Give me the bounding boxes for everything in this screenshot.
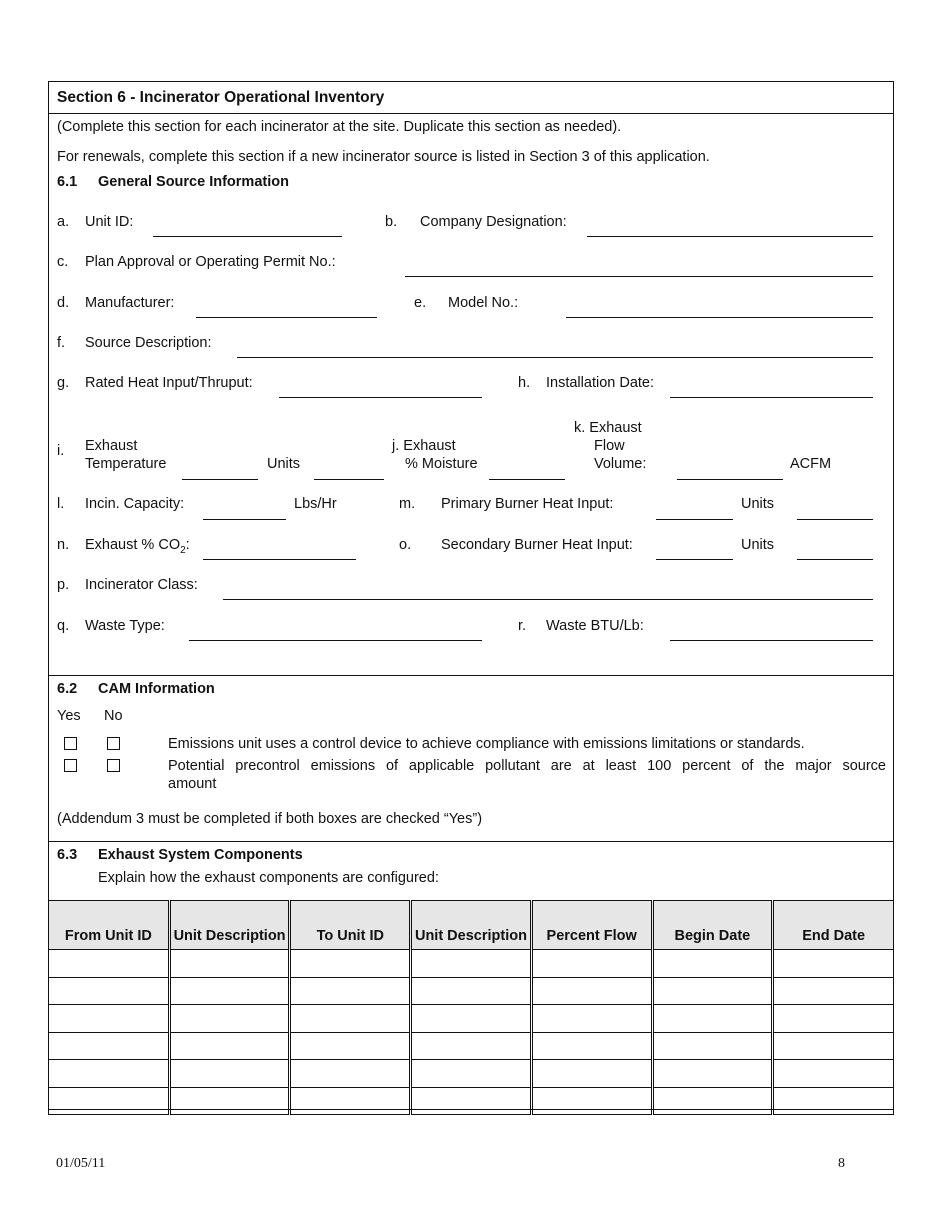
table-cell[interactable]: [169, 950, 290, 978]
exhaust-moisture-label: j. Exhaust: [392, 438, 456, 454]
table-cell[interactable]: [773, 1005, 894, 1033]
primary-burner-units-field[interactable]: [797, 503, 873, 520]
exhaust-flow-volume-label: Flow: [594, 438, 625, 454]
exhaust-flow-volume-label: Volume:: [594, 456, 647, 472]
column-header: Unit Description: [169, 901, 290, 950]
exhaust-components-table: [48, 900, 894, 1115]
unit-id-label: Unit ID:: [85, 214, 134, 230]
field-letter: c.: [57, 254, 69, 270]
table-cell[interactable]: [531, 1087, 652, 1115]
table-cell[interactable]: [652, 1005, 773, 1033]
exhaust-subheading: Explain how the exhaust components are configured:: [98, 870, 439, 886]
table-cell[interactable]: [652, 977, 773, 1005]
waste-type-label: Waste Type:: [85, 618, 165, 634]
units-label: Units: [267, 456, 301, 472]
unit-id-field[interactable]: [153, 220, 342, 237]
field-letter: h.: [518, 375, 531, 391]
table-cell[interactable]: [652, 950, 773, 978]
model-number-label: Model No.:: [448, 295, 519, 311]
table-cell[interactable]: [411, 1032, 532, 1060]
no-column-label: No: [104, 708, 123, 724]
exhaust-co2-label: Exhaust % $CO_2$:: [85, 537, 190, 556]
field-letter: a.: [57, 214, 70, 230]
table-cell[interactable]: [49, 1032, 170, 1060]
field-letter: p.: [57, 577, 70, 593]
table-cell[interactable]: [531, 977, 652, 1005]
table-cell[interactable]: [290, 1005, 411, 1033]
incin-capacity-label: Incin. Capacity:: [85, 496, 185, 512]
field-letter: m.: [399, 496, 416, 512]
page-number: 8: [838, 1156, 845, 1171]
table-cell[interactable]: [411, 1060, 532, 1088]
model-number-field[interactable]: [566, 301, 873, 318]
exhaust-moisture-field[interactable]: [489, 463, 565, 480]
exhaust-temperature-label: Exhaust: [85, 438, 138, 454]
table-cell[interactable]: [652, 1060, 773, 1088]
table-cell[interactable]: [773, 977, 894, 1005]
table-cell[interactable]: [290, 1060, 411, 1088]
table-cell[interactable]: [411, 1087, 532, 1115]
table-cell[interactable]: [652, 1032, 773, 1060]
field-letter: f.: [57, 335, 66, 351]
subsection-number: 6.2: [57, 681, 78, 697]
table-cell[interactable]: [773, 1032, 894, 1060]
exhaust-flow-volume-label: k. Exhaust: [574, 420, 642, 436]
subsection-heading: CAM Information: [98, 681, 215, 697]
table-cell[interactable]: [290, 1087, 411, 1115]
table-cell[interactable]: [411, 1005, 532, 1033]
field-letter: l.: [57, 496, 65, 512]
instruction-text: (Complete this section for each incinerator at the site. Duplicate this section as needed).: [57, 119, 622, 135]
secondary-burner-field[interactable]: [656, 543, 733, 560]
column-header: From Unit ID: [49, 901, 170, 950]
table-cell[interactable]: [49, 977, 170, 1005]
exhaust-temperature-field[interactable]: [182, 463, 258, 480]
installation-date-field[interactable]: [670, 381, 873, 398]
exhaust-moisture-label: % Moisture: [405, 456, 478, 472]
table-cell[interactable]: [773, 1087, 894, 1115]
primary-burner-label: Primary Burner Heat Input:: [441, 496, 614, 512]
table-cell[interactable]: [49, 1005, 170, 1033]
column-header: Percent Flow: [531, 901, 652, 950]
field-letter: o.: [399, 537, 412, 553]
source-description-field[interactable]: [237, 341, 873, 358]
lbs-hr-unit-label: Lbs/Hr: [294, 496, 337, 512]
table-cell[interactable]: [411, 950, 532, 978]
table-cell[interactable]: [169, 1060, 290, 1088]
exhaust-temperature-units-field[interactable]: [314, 463, 384, 480]
table-row: [49, 1060, 894, 1088]
table-cell[interactable]: [49, 950, 170, 978]
table-header-row: [49, 901, 894, 950]
rated-heat-input-label: Rated Heat Input/Thruput:: [85, 375, 253, 391]
company-designation-field[interactable]: [587, 220, 873, 237]
secondary-burner-units-field[interactable]: [797, 543, 873, 560]
exhaust-co2-field[interactable]: [203, 543, 356, 560]
field-letter: n.: [57, 537, 70, 553]
column-header: End Date: [773, 901, 894, 950]
units-label: Units: [741, 537, 775, 553]
divider: [48, 675, 894, 676]
field-letter: r.: [518, 618, 527, 634]
cam-q2-yes-checkbox[interactable]: [64, 759, 77, 772]
table-cell[interactable]: [169, 1087, 290, 1115]
cam-q1-yes-checkbox[interactable]: [64, 737, 77, 750]
table-row: [49, 950, 894, 978]
subsection-number: 6.1: [57, 174, 78, 190]
table-row: [49, 1087, 894, 1115]
table-cell[interactable]: [531, 1032, 652, 1060]
field-letter: d.: [57, 295, 70, 311]
column-header: Unit Description: [411, 901, 532, 950]
cam-q2-no-checkbox[interactable]: [107, 759, 120, 772]
table-cell[interactable]: [290, 1032, 411, 1060]
secondary-burner-label: Secondary Burner Heat Input:: [441, 537, 633, 553]
table-cell[interactable]: [290, 977, 411, 1005]
cam-question-precontrol-emissions-cont: amount: [168, 776, 217, 792]
table-row: [49, 1005, 894, 1033]
incinerator-class-label: Incinerator Class:: [85, 577, 198, 593]
table-cell[interactable]: [49, 1087, 170, 1115]
column-header: Begin Date: [652, 901, 773, 950]
table-cell[interactable]: [169, 1032, 290, 1060]
acfm-unit-label: ACFM: [790, 456, 832, 472]
units-label: Units: [741, 496, 775, 512]
table-cell[interactable]: [773, 1060, 894, 1088]
instruction-text: For renewals, complete this section if a new incinerator source is listed in Section 3 of this application.: [57, 149, 710, 165]
incinerator-class-field[interactable]: [223, 583, 873, 600]
cam-question-precontrol-emissions: Potential precontrol emissions of applicable pollutant are at least 100 percent of the major source: [168, 758, 886, 774]
field-letter: q.: [57, 618, 70, 634]
yes-column-label: Yes: [57, 708, 81, 724]
field-letter: b.: [385, 214, 398, 230]
table-cell[interactable]: [773, 950, 894, 978]
table-cell[interactable]: [49, 1060, 170, 1088]
divider: [48, 841, 894, 842]
table-cell[interactable]: [411, 977, 532, 1005]
column-header: To Unit ID: [290, 901, 411, 950]
table-cell[interactable]: [531, 950, 652, 978]
table-row: [49, 1032, 894, 1060]
table-cell[interactable]: [290, 950, 411, 978]
cam-question-control-device: Emissions unit uses a control device to achieve compliance with emissions limitations or standards.: [168, 736, 805, 752]
source-description-label: Source Description:: [85, 335, 212, 351]
waste-type-field[interactable]: [189, 624, 482, 641]
divider: [48, 113, 894, 114]
field-letter: i.: [57, 443, 65, 459]
exhaust-temperature-label: Temperature: [85, 456, 167, 472]
table-cell[interactable]: [652, 1087, 773, 1115]
field-letter: g.: [57, 375, 70, 391]
table-cell[interactable]: [169, 977, 290, 1005]
field-letter: e.: [414, 295, 427, 311]
table-cell[interactable]: [531, 1060, 652, 1088]
footer-date: 01/05/11: [56, 1156, 106, 1171]
company-designation-label: Company Designation:: [420, 214, 567, 230]
permit-number-label: Plan Approval or Operating Permit No.:: [85, 254, 336, 270]
table-row: [49, 977, 894, 1005]
rated-heat-input-field[interactable]: [279, 381, 482, 398]
subsection-number: 6.3: [57, 847, 78, 863]
section-title: Section 6 - Incinerator Operational Inventory: [57, 89, 385, 106]
manufacturer-label: Manufacturer:: [85, 295, 175, 311]
waste-btu-field[interactable]: [670, 624, 873, 641]
cam-q1-no-checkbox[interactable]: [107, 737, 120, 750]
table-cell[interactable]: [169, 1005, 290, 1033]
subsection-heading: Exhaust System Components: [98, 847, 303, 863]
waste-btu-label: Waste BTU/Lb:: [546, 618, 644, 634]
addendum-note: (Addendum 3 must be completed if both boxes are checked “Yes”): [57, 811, 483, 827]
primary-burner-field[interactable]: [656, 503, 733, 520]
incin-capacity-field[interactable]: [203, 503, 286, 520]
manufacturer-field[interactable]: [196, 301, 377, 318]
permit-number-field[interactable]: [405, 260, 873, 277]
installation-date-label: Installation Date:: [546, 375, 655, 391]
subsection-heading: General Source Information: [98, 174, 289, 190]
table-cell[interactable]: [531, 1005, 652, 1033]
exhaust-flow-volume-field[interactable]: [677, 463, 783, 480]
